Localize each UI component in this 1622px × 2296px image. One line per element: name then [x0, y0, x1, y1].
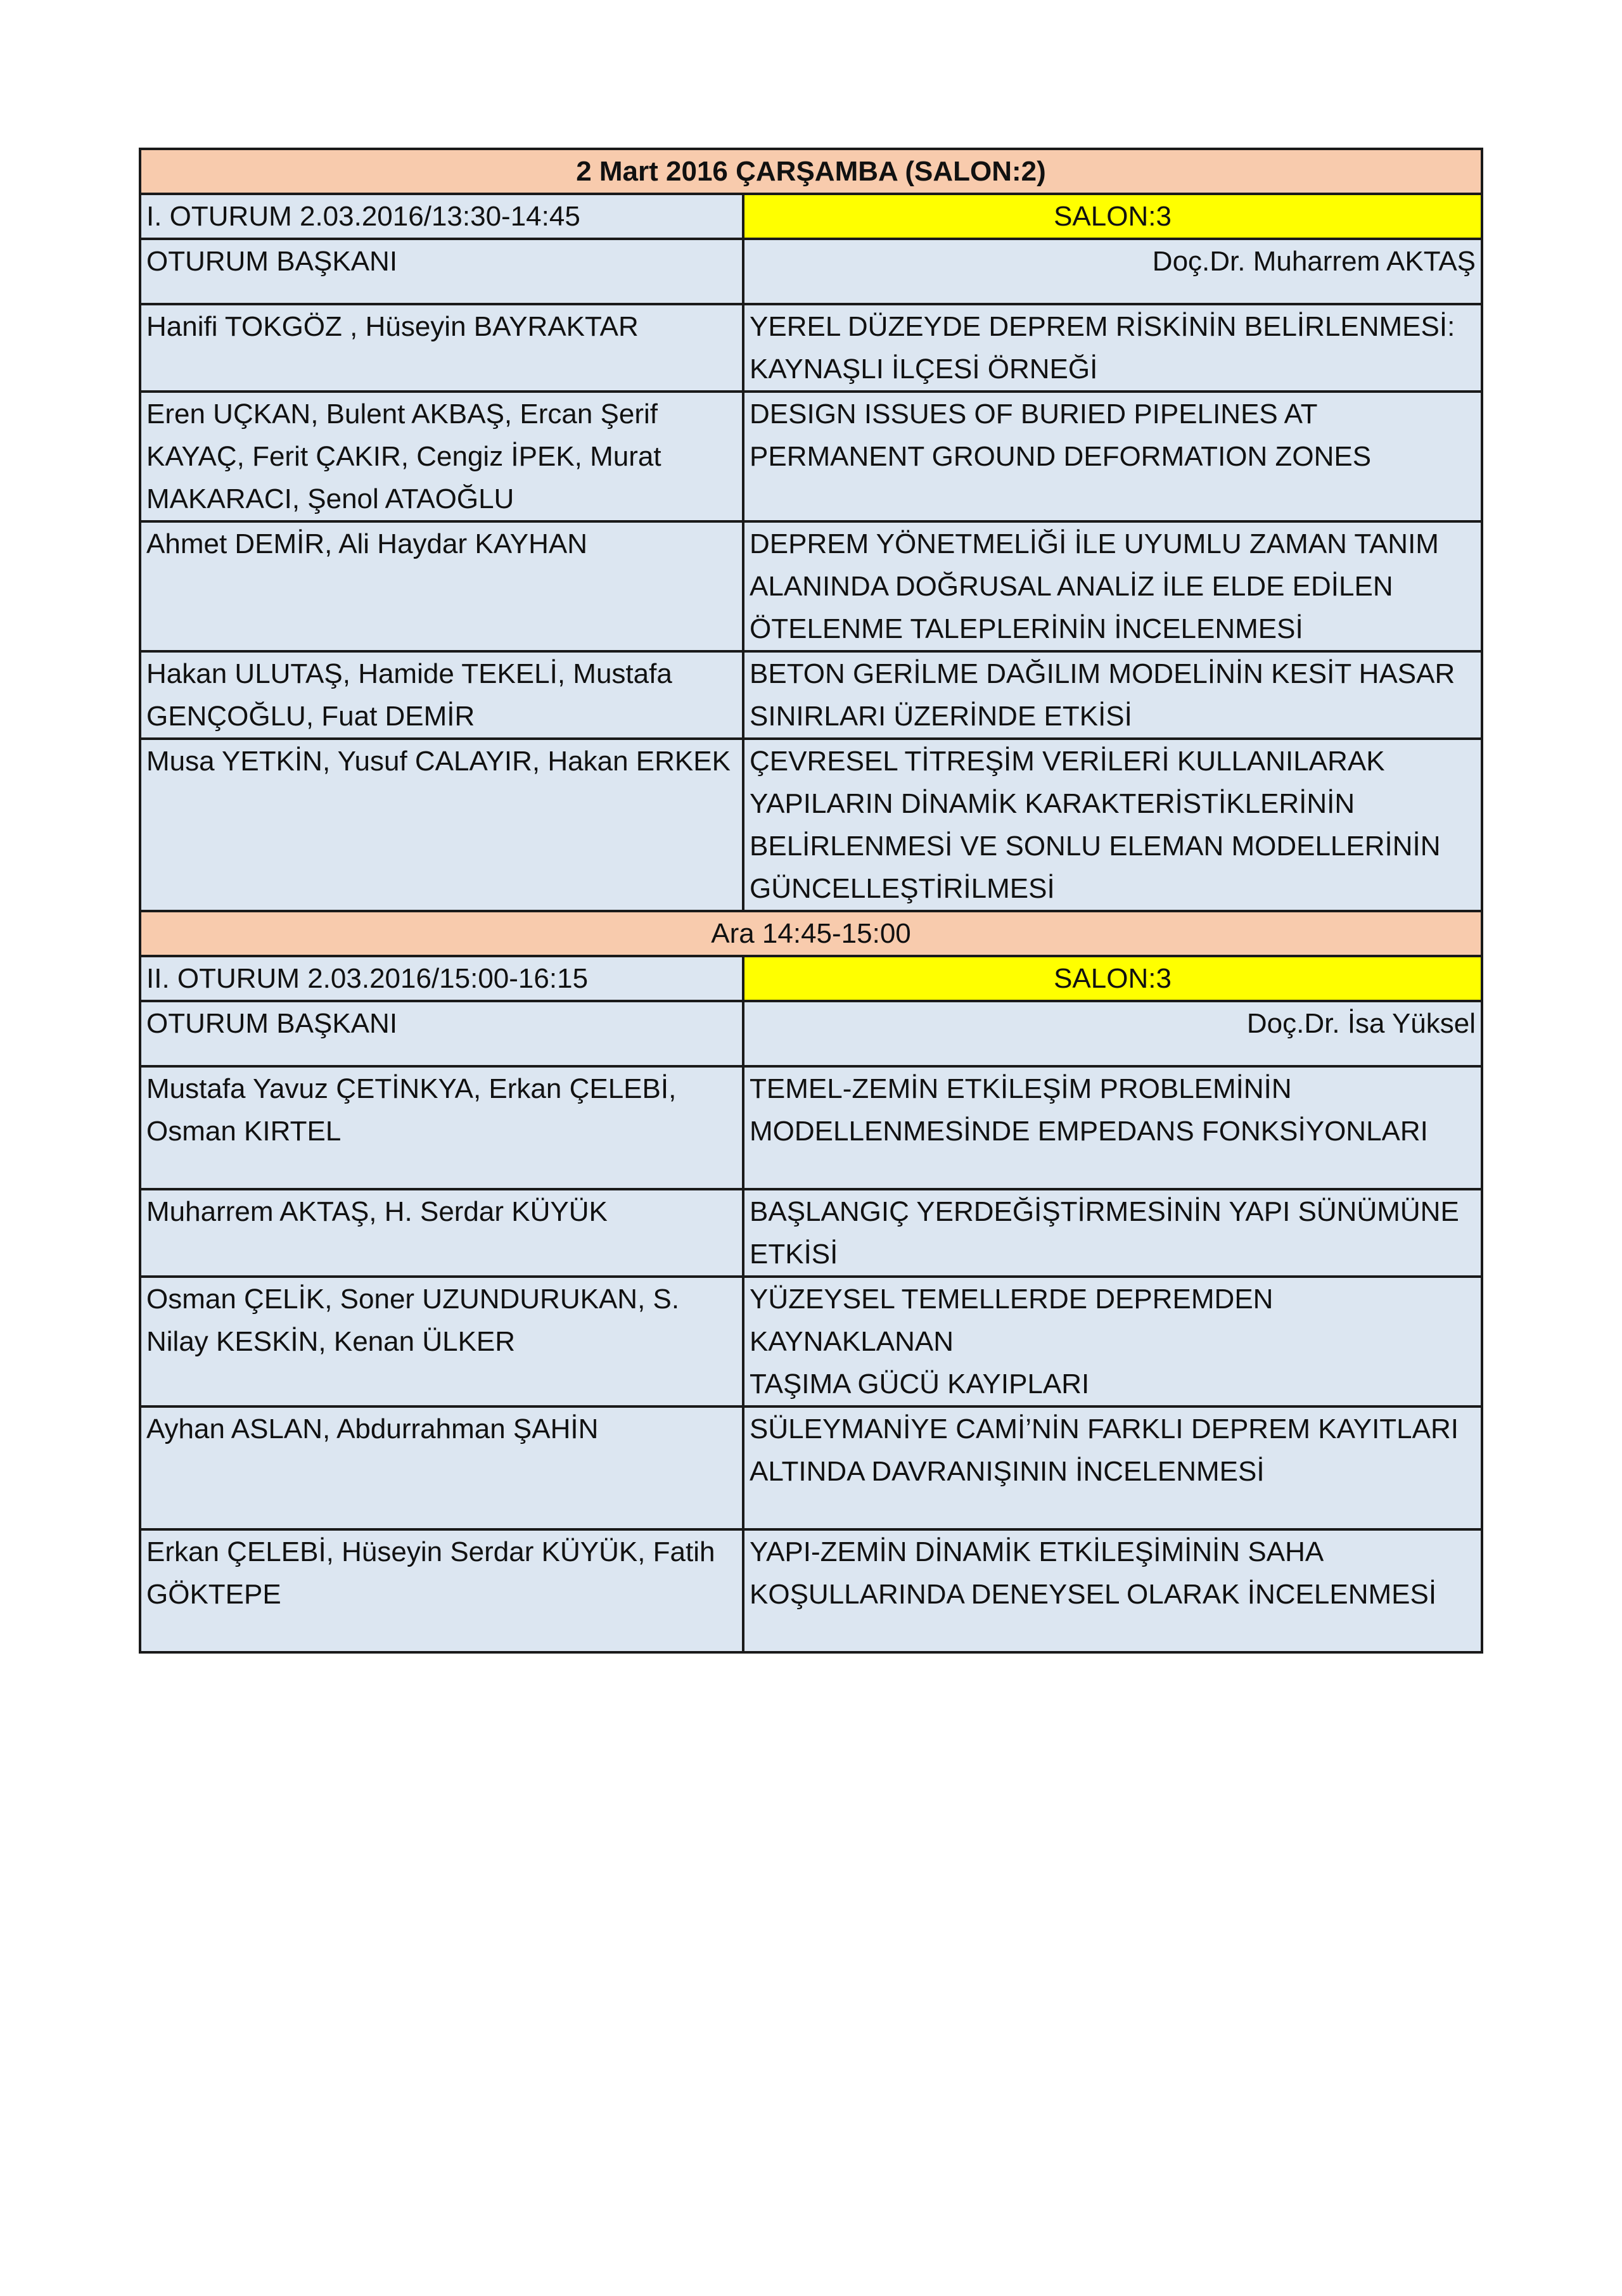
paper-row [140, 304, 1482, 392]
chair-name: Doç.Dr. Muharrem AKTAŞ [743, 239, 1482, 304]
paper-title: YEREL DÜZEYDE DEPREM RİSKİNİN BELİRLENMESİ: KAYNAŞLI İLÇESİ ÖRNEĞİ [743, 304, 1482, 392]
break-row [140, 911, 1482, 956]
paper-authors: Hakan ULUTAŞ, Hamide TEKELİ, Mustafa GENÇOĞLU, Fuat DEMİR [140, 651, 743, 739]
paper-authors: Eren UÇKAN, Bulent AKBAŞ, Ercan Şerif KAYAÇ, Ferit ÇAKIR, Cengiz İPEK, Murat MAKARACI, Şenol ATAOĞLU [140, 392, 743, 521]
paper-title: ÇEVRESEL TİTREŞİM VERİLERİ KULLANILARAK YAPILARIN DİNAMİK KARAKTERİSTİKLERİNİN BELİRLENMESİ VE SONLU ELEMAN MODELLERİNİN GÜNCELLEŞTİRİLMESİ [743, 739, 1482, 911]
paper-authors: Osman ÇELİK, Soner UZUNDURUKAN, S. Nilay KESKİN, Kenan ÜLKER [140, 1277, 743, 1406]
paper-row [140, 1529, 1482, 1652]
paper-authors: Erkan ÇELEBİ, Hüseyin Serdar KÜYÜK, Fatih GÖKTEPE [140, 1529, 743, 1652]
paper-authors: Mustafa Yavuz ÇETİNKYA, Erkan ÇELEBİ, Osman KIRTEL [140, 1066, 743, 1189]
program-table [139, 148, 1483, 1654]
day-header-row [140, 149, 1482, 194]
paper-row [140, 1277, 1482, 1406]
paper-authors: Ahmet DEMİR, Ali Haydar KAYHAN [140, 521, 743, 651]
paper-authors: Hanifi TOKGÖZ , Hüseyin BAYRAKTAR [140, 304, 743, 392]
day-header: 2 Mart 2016 ÇARŞAMBA (SALON:2) [140, 149, 1482, 194]
paper-row [140, 1189, 1482, 1277]
paper-title: TEMEL-ZEMİN ETKİLEŞİM PROBLEMİNİN MODELLENMESİNDE EMPEDANS FONKSİYONLARI [743, 1066, 1482, 1189]
paper-row [140, 1406, 1482, 1529]
paper-row [140, 1066, 1482, 1189]
paper-row [140, 392, 1482, 521]
paper-authors: Ayhan ASLAN, Abdurrahman ŞAHİN [140, 1406, 743, 1529]
paper-authors: Musa YETKİN, Yusuf CALAYIR, Hakan ERKEK [140, 739, 743, 911]
salon-label: SALON:3 [743, 194, 1482, 239]
chair-name: Doç.Dr. İsa Yüksel [743, 1001, 1482, 1066]
session-title-row [140, 956, 1482, 1001]
paper-row [140, 521, 1482, 651]
paper-title: DEPREM YÖNETMELİĞİ İLE UYUMLU ZAMAN TANIM ALANINDA DOĞRUSAL ANALİZ İLE ELDE EDİLEN ÖTELENME TALEPLERİNİN İNCELENMESİ [743, 521, 1482, 651]
paper-row [140, 739, 1482, 911]
paper-title: BAŞLANGIÇ YERDEĞİŞTİRMESİNİN YAPI SÜNÜMÜNE ETKİSİ [743, 1189, 1482, 1277]
session-chair-row [140, 1001, 1482, 1066]
session-title: II. OTURUM 2.03.2016/15:00-16:15 [140, 956, 743, 1001]
paper-title: BETON GERİLME DAĞILIM MODELİNİN KESİT HASAR SINIRLARI ÜZERİNDE ETKİSİ [743, 651, 1482, 739]
paper-title: DESIGN ISSUES OF BURIED PIPELINES AT PERMANENT GROUND DEFORMATION ZONES [743, 392, 1482, 521]
chair-label: OTURUM BAŞKANI [140, 1001, 743, 1066]
session-title: I. OTURUM 2.03.2016/13:30-14:45 [140, 194, 743, 239]
paper-row [140, 651, 1482, 739]
salon-label: SALON:3 [743, 956, 1482, 1001]
paper-title: YÜZEYSEL TEMELLERDE DEPREMDEN KAYNAKLANAN TAŞIMA GÜCÜ KAYIPLARI [743, 1277, 1482, 1406]
paper-title: SÜLEYMANİYE CAMİ’NİN FARKLI DEPREM KAYITLARI ALTINDA DAVRANIŞININ İNCELENMESİ [743, 1406, 1482, 1529]
break-label: Ara 14:45-15:00 [140, 911, 1482, 956]
chair-label: OTURUM BAŞKANI [140, 239, 743, 304]
session-chair-row [140, 239, 1482, 304]
session-title-row [140, 194, 1482, 239]
paper-title: YAPI-ZEMİN DİNAMİK ETKİLEŞİMİNİN SAHA KOŞULLARINDA DENEYSEL OLARAK İNCELENMESİ [743, 1529, 1482, 1652]
paper-authors: Muharrem AKTAŞ, H. Serdar KÜYÜK [140, 1189, 743, 1277]
